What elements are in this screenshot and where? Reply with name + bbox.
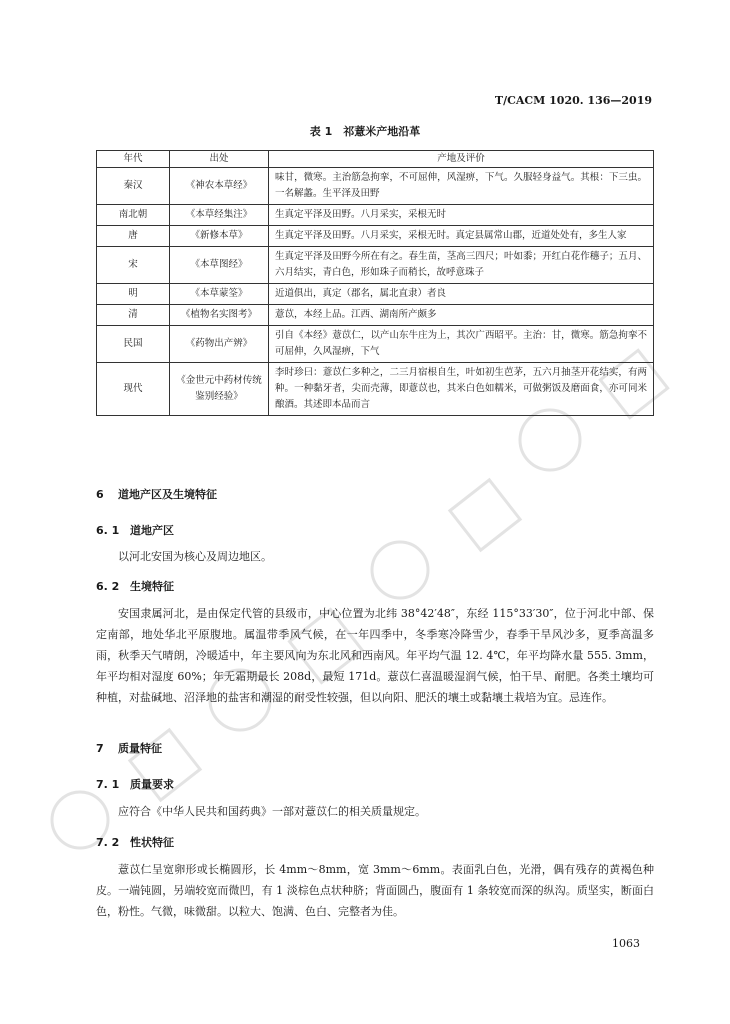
- section-6-2-heading: [96, 578, 174, 594]
- source-cell: 《金世元中药材传统鉴别经验》: [170, 363, 269, 416]
- table-row: [97, 326, 654, 363]
- era-cell: 唐: [97, 226, 170, 247]
- section-6-heading: [96, 486, 217, 502]
- section-6-1-text: 以河北安国为核心及周边地区。: [118, 550, 272, 563]
- section-number: 6. 1: [96, 524, 120, 537]
- era-cell: 宋: [97, 247, 170, 284]
- table-row: [97, 305, 654, 326]
- standard-code: T/CACM 1020. 136—2019: [494, 94, 652, 107]
- source-cell: 《新修本草》: [170, 226, 269, 247]
- section-7-2-heading: [96, 834, 174, 850]
- table-row: [97, 284, 654, 305]
- era-cell: 明: [97, 284, 170, 305]
- table-header-row: [97, 151, 654, 168]
- source-cell: 《神农本草经》: [170, 168, 269, 205]
- section-title: 生境特征: [130, 580, 174, 593]
- section-7-1-text: 应符合《中华人民共和国药典》一部对薏苡仁的相关质量规定。: [118, 805, 426, 818]
- origin-cell: 生真定平泽及田野。八月采实，采根无时: [269, 205, 654, 226]
- origin-cell: 李时珍曰：薏苡仁多种之，二三月宿根自生，叶如初生芭茅，五六月抽茎开花结实，有两种。一种黏牙者，尖而壳薄，即薏苡也，其米白色如糯米，可做粥饭及磨面食，亦可同米酿酒。其述即本品而言: [269, 363, 654, 416]
- era-cell: 清: [97, 305, 170, 326]
- source-cell: 《本草蒙筌》: [170, 284, 269, 305]
- origin-cell: 薏苡，本经上品。江西、湖南所产颇多: [269, 305, 654, 326]
- origin-cell: 近道俱出，真定（郡名，属北直隶）者良: [269, 284, 654, 305]
- section-6-1-heading: [96, 522, 174, 538]
- origin-cell: 生真定平泽及田野。八月采实，采根无时。真定县属常山郡，近道处处有，多生人家: [269, 226, 654, 247]
- table-row: [97, 168, 654, 205]
- source-cell: 《植物名实图考》: [170, 305, 269, 326]
- section-number: 7. 2: [96, 836, 120, 849]
- source-cell: 《本草经集注》: [170, 205, 269, 226]
- era-cell: 现代: [97, 363, 170, 416]
- section-number: 6: [96, 488, 104, 501]
- section-title: 道地产区及生境特征: [118, 488, 217, 501]
- section-number: 6. 2: [96, 580, 120, 593]
- section-6-2-text: 安国隶属河北，是由保定代管的县级市，中心位置为北纬 38°42′48″，东经 115°33′30″，位于河北中部、保定南部，地处华北平原腹地。属温带季风气候，在一年四季中，冬季寒冷降雪少，春季干旱风沙多，夏季高温多雨，秋季天气晴朗，冷暖适中，年主要风向为东北风和西南风。年平均气温 12. 4℃，年平均降水量 555. 3mm，年平均相对湿度 60%；年无霜期最长 208d，最短 171d。薏苡仁喜温暖湿润气候，怕干旱、耐肥。各类土壤均可种植，对盐碱地、沼泽地的盐害和潮湿的耐受性较强，但以向阳、肥沃的壤土或黏壤土栽培为宜。忌连作。: [96, 607, 654, 704]
- column-header-era: 年代: [97, 151, 170, 168]
- origin-history-table: [96, 150, 654, 416]
- table-row: [97, 363, 654, 416]
- section-7-heading: [96, 740, 162, 756]
- section-number: 7: [96, 742, 104, 755]
- section-title: 质量要求: [130, 778, 174, 791]
- table-row: [97, 247, 654, 284]
- section-title: 质量特征: [118, 742, 162, 755]
- origin-cell: 生真定平泽及田野今所在有之。春生苗，茎高三四尺；叶如黍；开红白花作穗子；五月、六月结实，青白色，形如珠子而稍长，故呼意珠子: [269, 247, 654, 284]
- column-header-source: 出处: [170, 151, 269, 168]
- origin-cell: 引自《本经》薏苡仁，以产山东牛庄为上，其次广西昭平。主治：甘，微寒。筋急拘挛不可屈伸，久风湿痹，下气: [269, 326, 654, 363]
- column-header-origin: 产地及评价: [269, 151, 654, 168]
- era-cell: 民国: [97, 326, 170, 363]
- section-7-2-text: 薏苡仁呈宽卵形或长椭圆形，长 4mm～8mm，宽 3mm～6mm。表面乳白色，光滑，偶有残存的黄褐色种皮。一端钝圆，另端较宽而微凹，有 1 淡棕色点状种脐；背面圆凸，腹面有 1 条较宽而深的纵沟。质坚实，断面白色，粉性。气微，味微甜。以粒大、饱满、色白、完整者为佳。: [96, 863, 654, 918]
- table-title: 表 1 祁薏米产地沿革: [309, 125, 421, 138]
- era-cell: 秦汉: [97, 168, 170, 205]
- page-number: 1063: [612, 937, 640, 950]
- source-cell: 《本草图经》: [170, 247, 269, 284]
- table-row: [97, 226, 654, 247]
- era-cell: 南北朝: [97, 205, 170, 226]
- table-row: [97, 205, 654, 226]
- section-title: 性状特征: [130, 836, 174, 849]
- section-title: 道地产区: [130, 524, 174, 537]
- section-number: 7. 1: [96, 778, 120, 791]
- origin-cell: 味甘，微寒。主治筋急拘挛，不可屈伸，风湿痹，下气。久服轻身益气。其根：下三虫。一名解蠡。生平泽及田野: [269, 168, 654, 205]
- source-cell: 《药物出产辨》: [170, 326, 269, 363]
- section-7-1-heading: [96, 776, 174, 792]
